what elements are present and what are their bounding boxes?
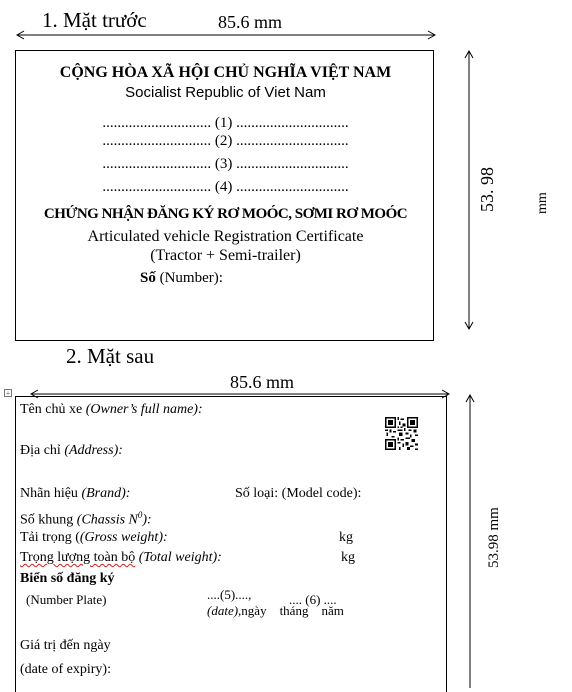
date-prefix: ....(5)...., bbox=[207, 587, 252, 602]
date-line-2: .... (6) .... bbox=[289, 592, 337, 607]
owner-label-en: (Owner’s full name): bbox=[85, 402, 203, 417]
front-card bbox=[15, 50, 434, 341]
back-height-label: 53.98 mm bbox=[486, 507, 502, 568]
expiry-label-vn: Giá trị đến ngày bbox=[20, 638, 111, 653]
chassis-row bbox=[20, 510, 152, 529]
front-height-unit: mm bbox=[535, 192, 550, 214]
back-width-label: 85.6 mm bbox=[230, 372, 295, 392]
gross-label-en: ((Gross weight): bbox=[75, 530, 168, 545]
qr-code-icon bbox=[385, 417, 418, 450]
front-line-3: ............................. (3) .............................. bbox=[102, 156, 349, 172]
chassis-sup: 0 bbox=[137, 510, 143, 520]
gross-label-en-text: (Gross weight): bbox=[79, 530, 168, 545]
plate-label-en: (Number Plate) bbox=[26, 592, 107, 607]
table-move-handle-icon[interactable]: + bbox=[5, 389, 11, 398]
address-label-en: (Address): bbox=[64, 443, 123, 458]
back-height-arrow bbox=[463, 392, 477, 690]
model-label-en: (Model code): bbox=[281, 486, 362, 501]
spellcheck-mark bbox=[90, 368, 130, 369]
total-label-en: (Total weight): bbox=[138, 550, 222, 565]
front-height-arrow bbox=[462, 48, 476, 332]
chassis-label-vn: Số khung bbox=[20, 512, 74, 528]
plate-label-vn: Biển số đăng ký bbox=[20, 571, 115, 586]
front-title-vn: CỘNG HÒA XÃ HỘI CHỦ NGHĨA VIỆT NAM bbox=[59, 64, 392, 81]
front-cert-vn: CHỨNG NHẬN ĐĂNG KÝ RƠ MOÓC, SƠMI RƠ MOÓC bbox=[43, 206, 408, 222]
address-label-vn: Địa chỉ bbox=[20, 443, 61, 458]
brand-label-en: (Brand): bbox=[81, 486, 131, 501]
date-en: (date) bbox=[207, 603, 239, 618]
front-height-label bbox=[477, 167, 498, 212]
address-row bbox=[20, 443, 123, 459]
front-height-num: 53. 98 bbox=[477, 167, 497, 212]
owner-row bbox=[20, 402, 203, 418]
owner-label-vn: Tên chủ xe bbox=[20, 402, 83, 417]
gross-row bbox=[20, 530, 168, 546]
front-line-4: ............................. (4) .............................. bbox=[102, 179, 349, 195]
model-row bbox=[235, 486, 361, 502]
date-rest: ,ngày tháng năm bbox=[238, 603, 344, 618]
expiry-label-en: (date of expiry): bbox=[20, 662, 111, 677]
front-title-en: Socialist Republic of Viet Nam bbox=[125, 84, 326, 101]
back-heading bbox=[66, 344, 154, 369]
front-number bbox=[140, 270, 223, 287]
front-width-arrow bbox=[14, 28, 438, 42]
total-unit: kg bbox=[341, 550, 355, 565]
chassis-end: ): bbox=[142, 512, 152, 528]
front-number-label: Số bbox=[140, 270, 156, 286]
front-width-label: 85.6 mm bbox=[218, 12, 283, 32]
total-label-vn: Trọng lượng toàn bộ bbox=[20, 550, 136, 565]
front-cert-en2: (Tractor + Semi-trailer) bbox=[150, 247, 301, 264]
back-card bbox=[15, 396, 447, 692]
front-number-label-en: (Number): bbox=[159, 270, 223, 286]
model-label-vn: Số loại: bbox=[235, 486, 279, 501]
brand-label-vn: Nhãn hiệu bbox=[20, 486, 78, 501]
gross-label-vn: Tải trọng bbox=[20, 530, 72, 545]
back-heading-text: 2. Mặt sau bbox=[66, 344, 155, 368]
front-line-2: ............................. (2) .............................. bbox=[102, 133, 349, 149]
total-row bbox=[20, 550, 222, 566]
front-cert-en: Articulated vehicle Registration Certificate bbox=[87, 228, 364, 245]
front-line-1: ............................. (1) .............................. bbox=[102, 115, 349, 131]
brand-row bbox=[20, 486, 130, 502]
gross-unit: kg bbox=[339, 530, 353, 545]
chassis-label-en: (Chassis N bbox=[76, 512, 138, 528]
front-heading-text: 1. Mặt trước bbox=[42, 8, 147, 32]
